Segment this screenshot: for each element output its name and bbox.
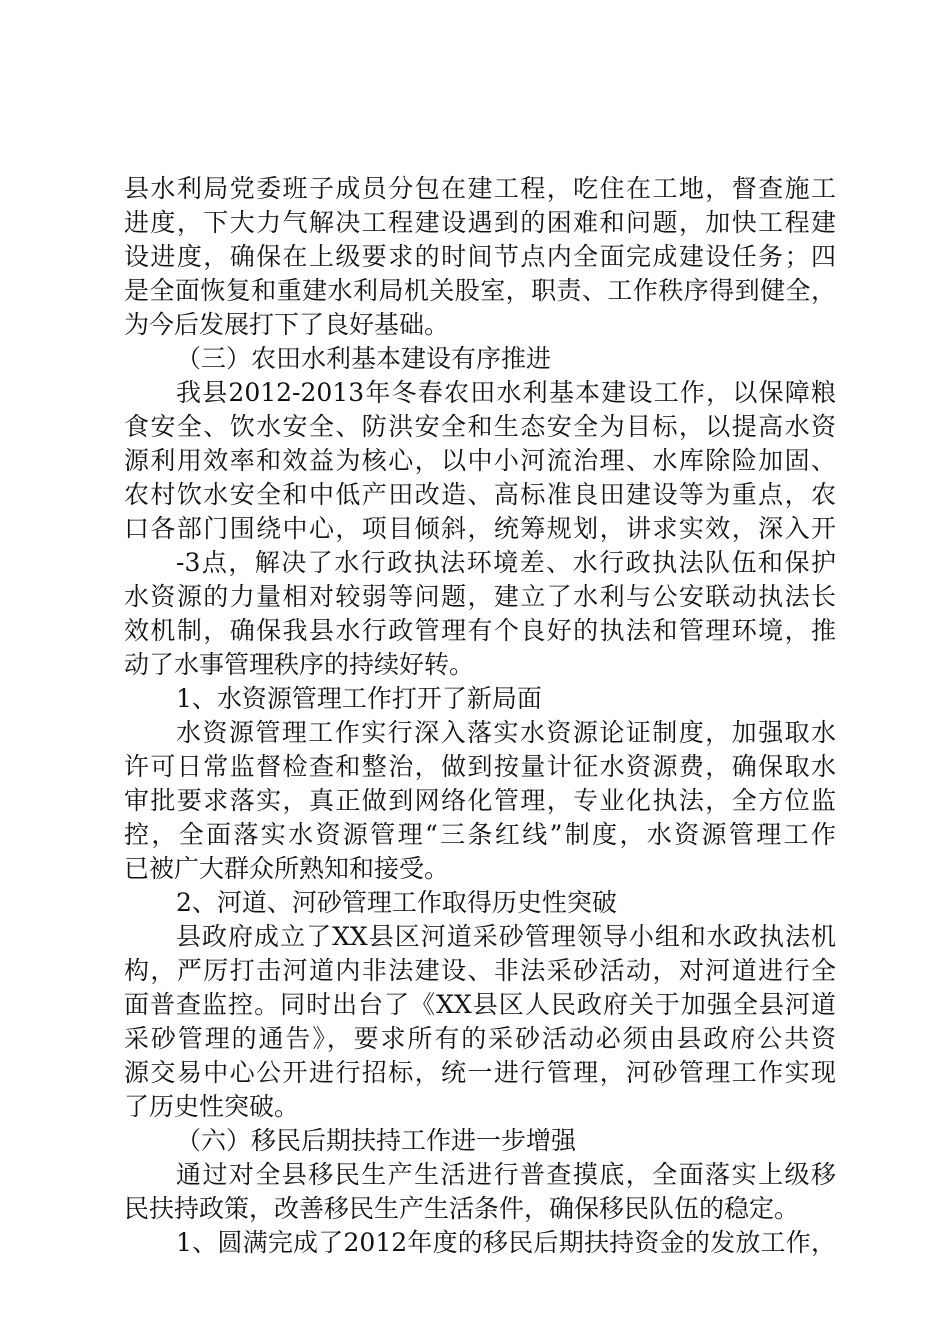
section-heading: （三）农田水利基本建设有序推进 [176,344,552,373]
text-line: 通过对全县移民生产生活进行普查摸底，全面落实上级移 [176,1160,836,1189]
text-line: 水资源管理工作实行深入落实水资源论证制度，加强取水 [176,718,836,747]
text-line: 许可日常监督检查和整治，做到按量计征水资源费，确保取水 [124,752,836,781]
text-line: 农村饮水安全和中低产田改造、高标准良田建设等为重点，农 [124,480,836,509]
text-line: 民扶持政策，改善移民生产生活条件，确保移民队伍的稳定。 [124,1194,800,1223]
text-line: 设进度，确保在上级要求的时间节点内全面完成建设任务；四 [124,242,836,271]
text-line: 水资源的力量相对较弱等问题，建立了水利与公安联动执法长 [124,582,836,611]
text-line: 1、圆满完成了2012年度的移民后期扶持资金的发放工作， [176,1228,836,1257]
text-line: 动了水事管理秩序的持续好转。 [124,650,475,679]
text-line: 是全面恢复和重建水利局机关股室，职责、工作秩序得到健全， [124,276,836,305]
text-line: 效机制，确保我县水行政管理有个良好的执法和管理环境，推 [124,616,836,645]
text-line: 控，全面落实水资源管理“三条红线”制度，水资源管理工作 [124,820,836,849]
text-line: 进度，下大力气解决工程建设遇到的困难和问题，加快工程建 [124,208,836,237]
text-line: 县政府成立了XX县区河道采砂管理领导小组和水政执法机 [176,922,836,951]
text-line: 县水利局党委班子成员分包在建工程，吃住在工地，督查施工 [124,174,836,203]
section-heading: 2、河道、河砂管理工作取得历史性突破 [176,888,617,917]
text-line: 了历史性突破。 [124,1092,300,1121]
section-heading: （六）移民后期扶持工作进一步增强 [176,1126,577,1155]
text-line: 审批要求落实，真正做到网络化管理，专业化执法，全方位监 [124,786,836,815]
text-line: 食安全、饮水安全、防洪安全和生态安全为目标，以提高水资 [124,412,836,441]
text-line: 采砂管理的通告》，要求所有的采砂活动必须由县政府公共资 [124,1024,836,1053]
text-line: 口各部门围绕中心，项目倾斜，统筹规划，讲求实效，深入开 [124,514,836,543]
text-line: 面普查监控。同时出台了《XX县区人民政府关于加强全县河道 [124,990,836,1019]
text-line: 源交易中心公开进行招标，统一进行管理，河砂管理工作实现 [124,1058,836,1087]
text-line: 我县2012-2013年冬春农田水利基本建设工作，以保障粮 [176,378,836,407]
section-heading: 1、水资源管理工作打开了新局面 [176,684,542,713]
text-line: 构，严厉打击河道内非法建设、非法采砂活动，对河道进行全 [124,956,836,985]
text-line: -3点，解决了水行政执法环境差、水行政执法队伍和保护 [176,548,836,577]
text-line: 源利用效率和效益为核心，以中小河流治理、水库除险加固、 [124,446,836,475]
text-line: 为今后发展打下了良好基础。 [124,310,450,339]
text-line: 已被广大群众所熟知和接受。 [124,854,450,883]
